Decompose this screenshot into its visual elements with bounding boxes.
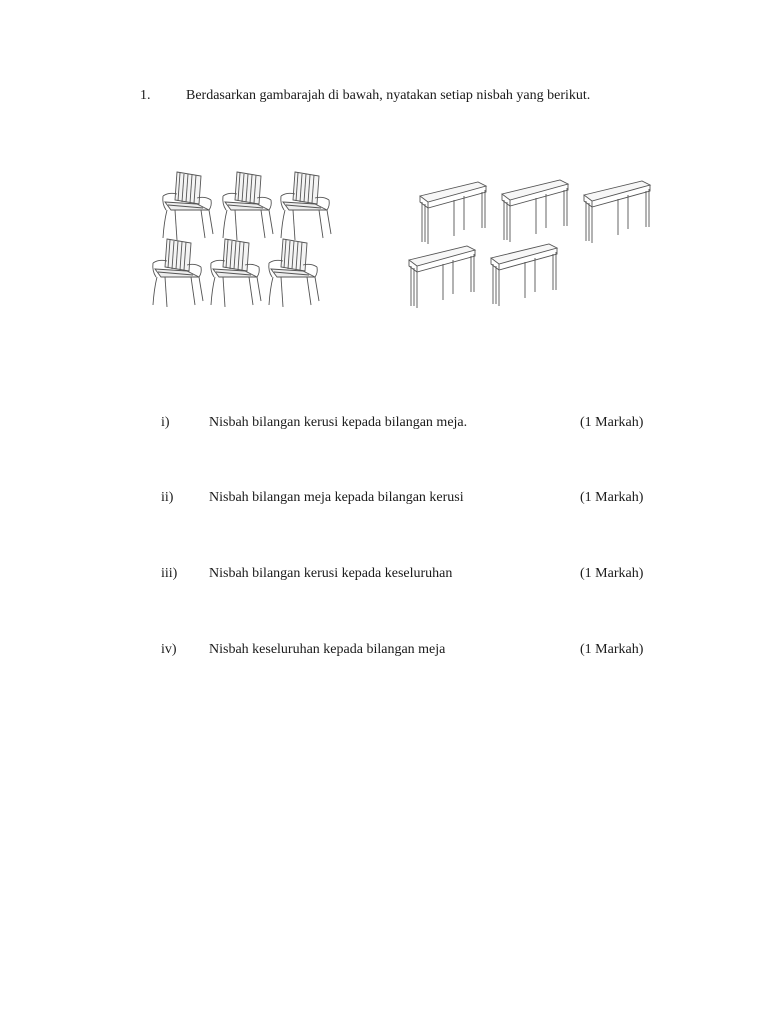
subquestion-text: Nisbah bilangan kerusi kepada keseluruhan bbox=[209, 566, 453, 581]
chair-icon bbox=[281, 172, 331, 240]
subquestion-marks: (1 Markah) bbox=[580, 566, 644, 581]
table-icon bbox=[420, 182, 486, 244]
table-icon bbox=[409, 246, 475, 308]
chair-icon bbox=[163, 172, 213, 240]
subquestion-label: ii) bbox=[161, 490, 174, 505]
chair-icon bbox=[269, 239, 319, 307]
subquestion-marks: (1 Markah) bbox=[580, 490, 644, 505]
subquestion-marks: (1 Markah) bbox=[580, 642, 644, 657]
subquestion-text: Nisbah keseluruhan kepada bilangan meja bbox=[209, 642, 446, 657]
table-icon bbox=[584, 181, 650, 243]
subquestion-label: iii) bbox=[161, 566, 178, 581]
subquestion-marks: (1 Markah) bbox=[580, 415, 644, 430]
chair-icon bbox=[153, 239, 203, 307]
table-icon bbox=[502, 180, 568, 242]
subquestion-text: Nisbah bilangan meja kepada bilangan kerusi bbox=[209, 490, 464, 505]
table-icon bbox=[491, 244, 557, 306]
question-number: 1. bbox=[140, 88, 151, 103]
chair-icon bbox=[211, 239, 261, 307]
chairs-figure bbox=[145, 165, 345, 315]
question-text: Berdasarkan gambarajah di bawah, nyatakan setiap nisbah yang berikut. bbox=[186, 88, 591, 103]
subquestion-label: iv) bbox=[161, 642, 177, 657]
chair-icon bbox=[223, 172, 273, 240]
subquestion-label: i) bbox=[161, 415, 170, 430]
subquestion-text: Nisbah bilangan kerusi kepada bilangan meja. bbox=[209, 415, 468, 430]
tables-figure bbox=[400, 175, 660, 310]
